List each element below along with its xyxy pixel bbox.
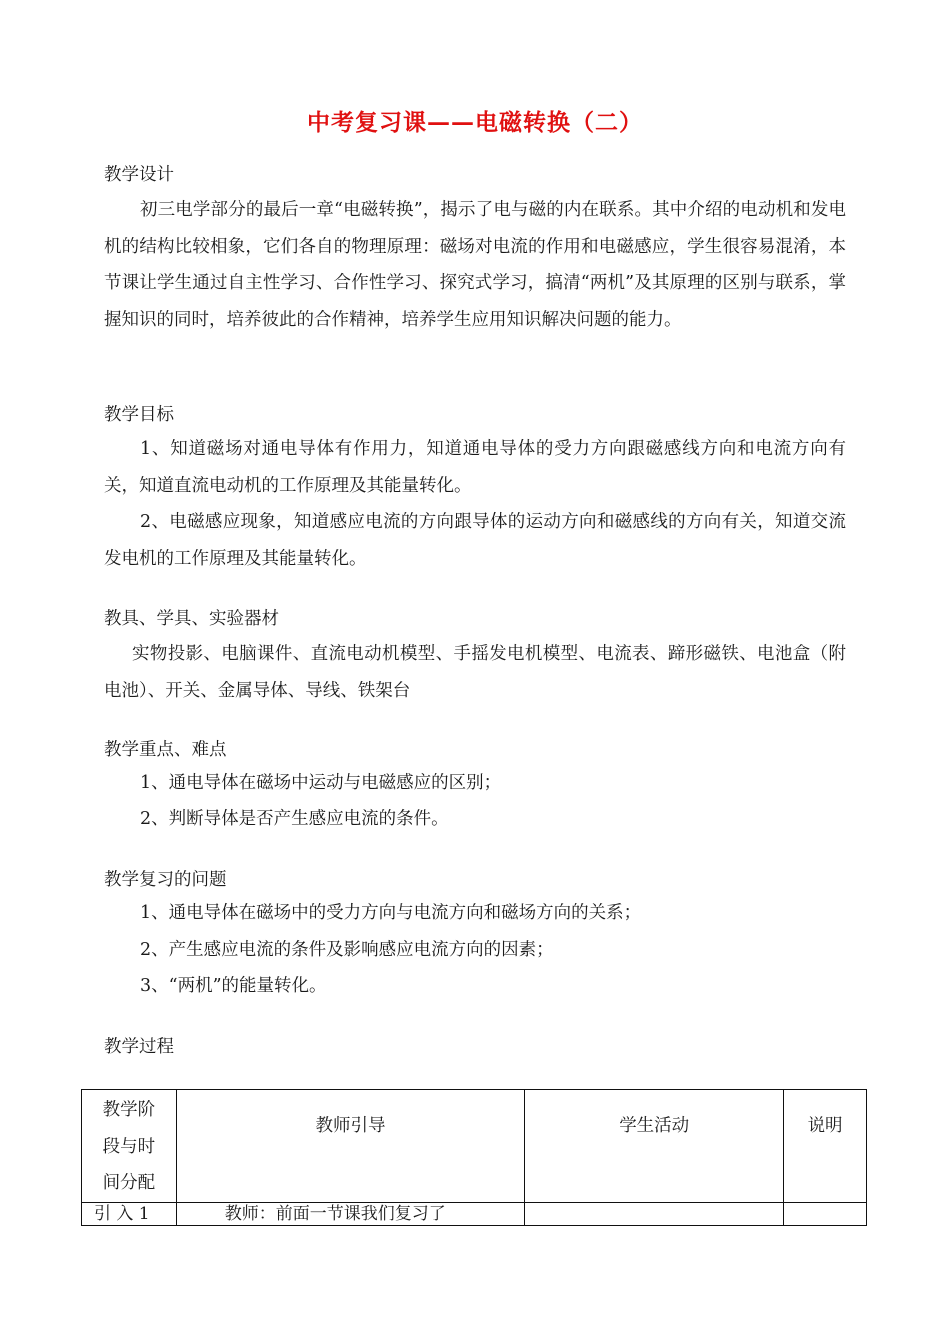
document-title: 中考复习课——电磁转换（二） [307,109,643,136]
teacher-cell: 教师：前面一节课我们复习了 [176,1202,524,1225]
header-student-cell: 学生活动 [525,1090,784,1203]
table-row [82,1202,867,1225]
review-item: 3、“两机”的能量转化。 [140,976,327,996]
student-cell [525,1202,784,1225]
header-stage-line: 间分配 [102,1173,156,1193]
keypoint-item: 2、判断导体是否产生感应电流的条件。 [140,809,449,829]
note-cell [784,1202,867,1225]
equipment-paragraph: 实物投影、电脑课件、直流电动机模型、手摇发电机模型、电流表、蹄形磁铁、电池盒（附电池）、开关、金属导体、导线、铁架台 [104,644,846,701]
section-heading-process: 教学过程 [104,1037,174,1057]
keypoint-item: 1、通电导体在磁场中运动与电磁感应的区别； [140,773,502,793]
section-heading-design: 教学设计 [104,165,174,185]
section-heading-keypoints: 教学重点、难点 [104,740,227,760]
header-teacher-cell: 教师引导 [176,1090,524,1203]
section-heading-goals: 教学目标 [104,405,174,425]
table-header-row [82,1090,867,1203]
design-paragraph: 初三电学部分的最后一章“电磁转换”，揭示了电与磁的内在联系。其中介绍的电动机和发电机的结构比较相象，它们各自的物理原理：磁场对电流的作用和电磁感应，学生很容易混淆，本节课让学生通过自主性学习、合作性学习、探究式学习，搞清“两机”及其原理的区别与联系，掌握知识的同时，培养彼此的合作精神，培养学生应用知识解决问题的能力。 [104,200,846,330]
header-stage-line: 段与时 [102,1136,156,1157]
review-item: 1、通电导体在磁场中的受力方向与电流方向和磁场方向的关系； [140,903,642,923]
goal-item: 1、知道磁场对通电导体有作用力，知道通电导体的受力方向跟磁感线方向和电流方向有关，知道直流电动机的工作原理及其能量转化。 [104,439,846,496]
stage-cell: 引 入 1 [82,1202,177,1225]
header-note-cell: 说明 [784,1090,867,1203]
section-heading-equipment: 教具、学具、实验器材 [104,609,279,629]
process-table [81,1089,867,1226]
section-heading-review: 教学复习的问题 [104,870,227,890]
header-stage-cell [82,1090,177,1203]
goal-item: 2、电磁感应现象，知道感应电流的方向跟导体的运动方向和磁感线的方向有关，知道交流发电机的工作原理及其能量转化。 [104,512,846,569]
review-item: 2、产生感应电流的条件及影响感应电流方向的因素； [140,940,554,960]
header-stage-line: 教学阶 [102,1100,156,1120]
